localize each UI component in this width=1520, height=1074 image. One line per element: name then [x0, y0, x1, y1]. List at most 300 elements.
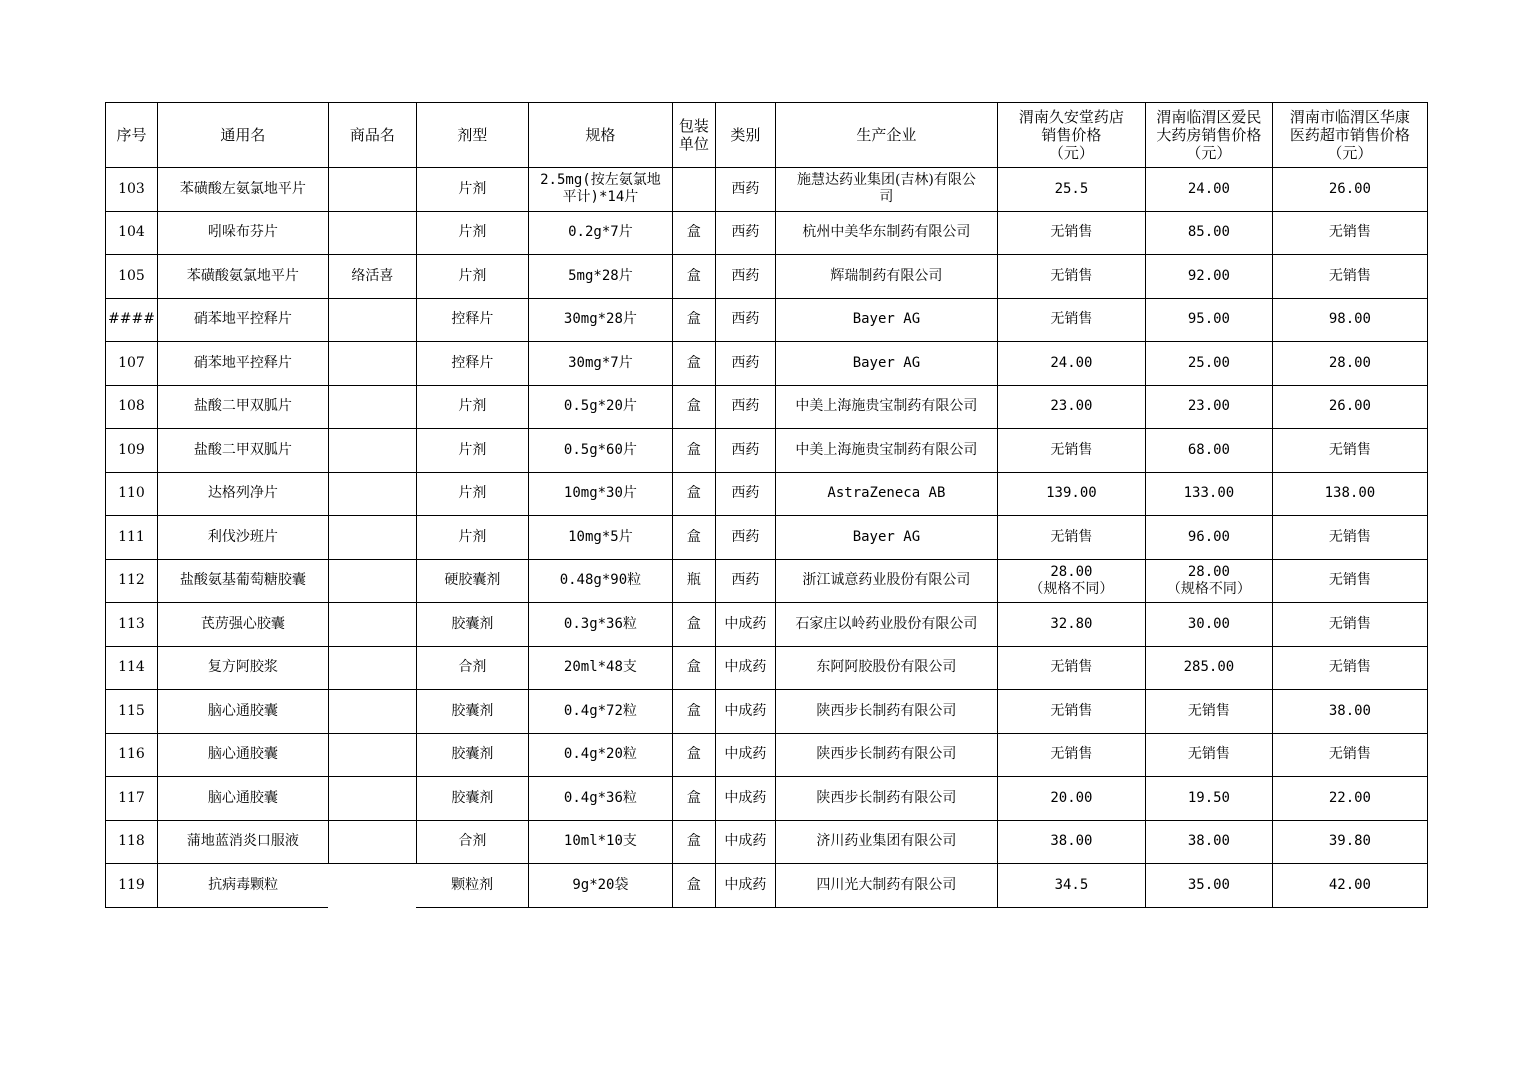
- price-store1-cell-line: 无销售: [1050, 528, 1093, 545]
- manufacturer-cell-line: 浙江诚意药业股份有限公司: [802, 572, 971, 589]
- price-store1-cell-line: 23.00: [1050, 398, 1093, 415]
- spec-cell: [528, 211, 672, 255]
- trade-name-cell: [328, 472, 416, 516]
- table-row: [106, 820, 1428, 864]
- dosage-form-cell: 胶囊剂: [416, 603, 528, 647]
- spec-cell-line: 10mg*30片: [563, 485, 637, 502]
- manufacturer-cell: [775, 342, 997, 386]
- trade-name-cell: [328, 385, 416, 429]
- generic-name-cell: 抗病毒颗粒: [157, 864, 328, 908]
- generic-name-cell: 苯磺酸氨氯地平片: [157, 255, 328, 299]
- price-store3-cell-line: 无销售: [1328, 572, 1371, 589]
- manufacturer-cell: [775, 864, 997, 908]
- package-unit-cell: 盒: [672, 255, 715, 299]
- spec-cell: [528, 516, 672, 560]
- price-store3-cell: [1272, 255, 1427, 299]
- spec-cell-line: 0.48g*90粒: [559, 572, 642, 589]
- price-store3-cell: [1272, 777, 1427, 821]
- seq-cell: 116: [106, 733, 158, 777]
- generic-name-cell: 吲哚布芬片: [157, 211, 328, 255]
- dosage-form-cell: 颗粒剂: [416, 864, 528, 908]
- price-store2-cell: [1145, 255, 1272, 299]
- package-unit-cell: 盒: [672, 472, 715, 516]
- price-store1-cell-line: 34.5: [1054, 876, 1089, 893]
- header-price-store3-line1: 渭南市临渭区华康: [1289, 108, 1410, 126]
- table-row: [106, 516, 1428, 560]
- dosage-form-cell: 控释片: [416, 298, 528, 342]
- package-unit-cell: 盒: [672, 385, 715, 429]
- seq-cell: 105: [106, 255, 158, 299]
- price-store1-cell: [997, 168, 1145, 212]
- header-price-store3: [1272, 103, 1427, 168]
- price-store2-cell: [1145, 646, 1272, 690]
- package-unit-cell: 盒: [672, 864, 715, 908]
- category-cell: 西药: [715, 472, 775, 516]
- price-store2-cell: [1145, 472, 1272, 516]
- price-store2-cell: [1145, 342, 1272, 386]
- seq-cell: 104: [106, 211, 158, 255]
- generic-name-cell: 脑心通胶囊: [157, 733, 328, 777]
- spec-cell-line: 0.5g*20片: [563, 398, 637, 415]
- category-cell: 西药: [715, 255, 775, 299]
- package-unit-cell: 盒: [672, 777, 715, 821]
- table-row: [106, 429, 1428, 473]
- category-cell: 中成药: [715, 646, 775, 690]
- manufacturer-cell: [775, 429, 997, 473]
- trade-name-cell: [328, 690, 416, 734]
- table-row: [106, 168, 1428, 212]
- generic-name-cell: 苯磺酸左氨氯地平片: [157, 168, 328, 212]
- spec-cell: [528, 255, 672, 299]
- header-spec: 规格: [528, 103, 672, 168]
- spec-cell-line: 0.5g*60片: [563, 441, 637, 458]
- package-unit-cell: 盒: [672, 298, 715, 342]
- package-unit-cell: 瓶: [672, 559, 715, 603]
- price-store1-cell-line: 无销售: [1050, 311, 1093, 328]
- price-store3-cell: [1272, 559, 1427, 603]
- spec-cell-line: 5mg*28片: [568, 267, 633, 284]
- dosage-form-cell: 胶囊剂: [416, 690, 528, 734]
- manufacturer-cell: [775, 690, 997, 734]
- category-cell: 西药: [715, 211, 775, 255]
- price-store2-cell-line: 85.00: [1187, 224, 1230, 241]
- generic-name-cell: 盐酸氨基葡萄糖胶囊: [157, 559, 328, 603]
- price-store3-cell: [1272, 733, 1427, 777]
- manufacturer-cell: [775, 516, 997, 560]
- price-store1-cell: [997, 864, 1145, 908]
- seq-cell: 103: [106, 168, 158, 212]
- category-cell: 西药: [715, 298, 775, 342]
- generic-name-cell: 利伐沙班片: [157, 516, 328, 560]
- spec-cell: [528, 733, 672, 777]
- price-store3-cell-line: 无销售: [1328, 746, 1371, 763]
- price-store1-cell-line: 无销售: [1050, 702, 1093, 719]
- price-store3-cell-line: 无销售: [1328, 267, 1371, 284]
- price-store1-cell: [997, 211, 1145, 255]
- dosage-form-cell: 片剂: [416, 516, 528, 560]
- price-store1-cell: [997, 559, 1145, 603]
- spec-cell: [528, 429, 672, 473]
- manufacturer-cell-line: 中美上海施贵宝制药有限公司: [795, 398, 978, 415]
- price-store2-cell: [1145, 385, 1272, 429]
- seq-cell: 111: [106, 516, 158, 560]
- price-store3-cell-line: 138.00: [1324, 485, 1376, 502]
- package-unit-cell: 盒: [672, 733, 715, 777]
- price-store3-cell-line: 无销售: [1328, 615, 1371, 632]
- spec-cell: [528, 646, 672, 690]
- table-row: [106, 255, 1428, 299]
- price-store2-cell-line: 无销售: [1187, 702, 1230, 719]
- category-cell: 中成药: [715, 603, 775, 647]
- category-cell: 西药: [715, 168, 775, 212]
- price-store1-cell-line: 139.00: [1046, 485, 1097, 502]
- price-store2-cell-line: 30.00: [1187, 615, 1230, 632]
- trade-name-cell: [328, 516, 416, 560]
- seq-cell: 108: [106, 385, 158, 429]
- table-row: [106, 298, 1428, 342]
- price-store3-cell-line: 26.00: [1328, 180, 1371, 197]
- price-store1-cell: [997, 820, 1145, 864]
- header-price-store3-line3: （元）: [1327, 144, 1373, 162]
- table-row: [106, 777, 1428, 821]
- price-store2-cell: [1145, 516, 1272, 560]
- price-store1-cell: [997, 733, 1145, 777]
- generic-name-cell: 脑心通胶囊: [157, 690, 328, 734]
- price-store2-cell: [1145, 559, 1272, 603]
- manufacturer-cell-line: 陕西步长制药有限公司: [816, 702, 957, 719]
- price-store3-cell: [1272, 298, 1427, 342]
- package-unit-cell: 盒: [672, 690, 715, 734]
- manufacturer-cell-line: 陕西步长制药有限公司: [816, 746, 957, 763]
- price-store3-cell: [1272, 603, 1427, 647]
- header-price-store2-line3: （元）: [1186, 144, 1232, 162]
- header-row: [106, 103, 1428, 168]
- manufacturer-cell-line: Bayer AG: [852, 311, 921, 328]
- header-package-unit: 包装单位: [672, 103, 715, 168]
- header-manufacturer: 生产企业: [775, 103, 997, 168]
- package-unit-cell: 盒: [672, 342, 715, 386]
- price-store2-cell-line: 24.00: [1187, 180, 1230, 197]
- header-trade-name: 商品名: [328, 103, 416, 168]
- spec-cell-line: 10mg*5片: [568, 528, 633, 545]
- spec-cell: [528, 603, 672, 647]
- trade-name-cell: [328, 168, 416, 212]
- spec-cell: [528, 342, 672, 386]
- manufacturer-cell: [775, 559, 997, 603]
- price-store2-cell-line: 68.00: [1187, 441, 1230, 458]
- trade-name-cell: 络活喜: [328, 255, 416, 299]
- price-store2-cell-line: 92.00: [1187, 267, 1230, 284]
- price-store1-cell-line: 20.00: [1050, 789, 1093, 806]
- table-row: [106, 864, 1428, 908]
- price-store3-cell-line: 42.00: [1328, 876, 1371, 893]
- manufacturer-cell-line: 济川药业集团有限公司: [816, 833, 957, 850]
- manufacturer-cell: [775, 733, 997, 777]
- seq-cell: 109: [106, 429, 158, 473]
- category-cell: 西药: [715, 429, 775, 473]
- manufacturer-cell: [775, 777, 997, 821]
- price-store2-cell: [1145, 298, 1272, 342]
- spec-cell: [528, 820, 672, 864]
- category-cell: 中成药: [715, 733, 775, 777]
- price-store2-cell-line: 无销售: [1187, 746, 1230, 763]
- generic-name-cell: 硝苯地平控释片: [157, 298, 328, 342]
- price-store3-cell: [1272, 211, 1427, 255]
- price-store3-cell-line: 38.00: [1328, 702, 1371, 719]
- manufacturer-cell: [775, 298, 997, 342]
- generic-name-cell: 脑心通胶囊: [157, 777, 328, 821]
- price-store1-cell: [997, 342, 1145, 386]
- price-store3-cell: [1272, 472, 1427, 516]
- price-store2-cell: [1145, 429, 1272, 473]
- price-store2-cell-line: 25.00: [1187, 354, 1230, 371]
- price-store3-cell-line: 98.00: [1328, 311, 1371, 328]
- dosage-form-cell: 胶囊剂: [416, 733, 528, 777]
- price-store3-cell: [1272, 516, 1427, 560]
- seq-cell: 118: [106, 820, 158, 864]
- category-cell: 西药: [715, 385, 775, 429]
- spec-cell-line: 9g*20袋: [572, 876, 629, 893]
- table-row: [106, 733, 1428, 777]
- generic-name-cell: 盐酸二甲双胍片: [157, 429, 328, 473]
- table-row: [106, 342, 1428, 386]
- manufacturer-cell-line: AstraZeneca AB: [827, 485, 946, 502]
- spec-cell-line: 30mg*28片: [563, 311, 637, 328]
- manufacturer-cell: [775, 603, 997, 647]
- price-store2-cell: [1145, 777, 1272, 821]
- table-row: [106, 690, 1428, 734]
- price-store2-cell-line: 38.00: [1187, 833, 1230, 850]
- package-unit-cell: 盒: [672, 646, 715, 690]
- category-cell: 中成药: [715, 777, 775, 821]
- spec-cell: [528, 864, 672, 908]
- spec-cell: [528, 298, 672, 342]
- manufacturer-cell-line: 石家庄以岭药业股份有限公司: [795, 615, 978, 632]
- spec-cell: [528, 559, 672, 603]
- seq-cell: 115: [106, 690, 158, 734]
- seq-cell: 117: [106, 777, 158, 821]
- price-store2-cell-line: 35.00: [1187, 876, 1230, 893]
- price-store2-cell: [1145, 690, 1272, 734]
- price-store1-cell: [997, 646, 1145, 690]
- price-store3-cell-line: 26.00: [1328, 398, 1371, 415]
- price-store1-cell: [997, 429, 1145, 473]
- manufacturer-cell: [775, 472, 997, 516]
- price-store1-cell-line: 25.5: [1054, 180, 1089, 197]
- spec-cell-line: 0.3g*36粒: [563, 615, 637, 632]
- price-store3-cell: [1272, 342, 1427, 386]
- price-store3-cell: [1272, 168, 1427, 212]
- generic-name-cell: 达格列净片: [157, 472, 328, 516]
- price-store3-cell-line: 无销售: [1328, 659, 1371, 676]
- price-store2-cell-line: 95.00: [1187, 311, 1230, 328]
- trade-name-cell: [328, 777, 416, 821]
- header-price-store3-line2: 医药超市销售价格: [1289, 126, 1410, 144]
- dosage-form-cell: 控释片: [416, 342, 528, 386]
- manufacturer-cell-line: Bayer AG: [852, 354, 921, 371]
- package-unit-cell: 盒: [672, 603, 715, 647]
- manufacturer-cell-line: 陕西步长制药有限公司: [816, 789, 957, 806]
- price-store1-cell: [997, 777, 1145, 821]
- price-store3-cell: [1272, 864, 1427, 908]
- table-row: [106, 385, 1428, 429]
- dosage-form-cell: 合剂: [416, 820, 528, 864]
- table-row: [106, 472, 1428, 516]
- price-store3-cell-line: 22.00: [1328, 789, 1371, 806]
- package-unit-cell: 盒: [672, 820, 715, 864]
- price-store1-cell-line: 32.80: [1050, 615, 1093, 632]
- table-row: [106, 211, 1428, 255]
- header-price-store1: [997, 103, 1145, 168]
- price-store1-cell: [997, 516, 1145, 560]
- price-store2-cell-line: （规格不同）: [1166, 580, 1251, 597]
- manufacturer-cell-line: 东阿阿胶股份有限公司: [816, 659, 957, 676]
- spec-cell-line: 0.4g*72粒: [563, 702, 637, 719]
- price-store1-cell-line: 无销售: [1050, 746, 1093, 763]
- seq-cell: 114: [106, 646, 158, 690]
- manufacturer-cell-line: 杭州中美华东制药有限公司: [802, 224, 971, 241]
- price-store1-cell: [997, 385, 1145, 429]
- trade-name-cell: [328, 429, 416, 473]
- price-store3-cell-line: 39.80: [1328, 833, 1371, 850]
- generic-name-cell: 盐酸二甲双胍片: [157, 385, 328, 429]
- price-store1-cell-line: 无销售: [1050, 224, 1093, 241]
- manufacturer-cell: [775, 646, 997, 690]
- category-cell: 中成药: [715, 864, 775, 908]
- generic-name-cell: 硝苯地平控释片: [157, 342, 328, 386]
- spec-cell-line: 30mg*7片: [568, 354, 633, 371]
- generic-name-cell: 复方阿胶浆: [157, 646, 328, 690]
- price-store2-cell-line: 96.00: [1187, 528, 1230, 545]
- header-price-store2-line1: 渭南临渭区爱民: [1156, 108, 1262, 126]
- manufacturer-cell: [775, 385, 997, 429]
- seq-cell: 110: [106, 472, 158, 516]
- spec-cell-line: 0.4g*36粒: [563, 789, 637, 806]
- package-unit-cell: 盒: [672, 429, 715, 473]
- seq-cell: 119: [106, 864, 158, 908]
- header-price-store1-line1: 渭南久安堂药店: [1018, 108, 1124, 126]
- price-store3-cell: [1272, 690, 1427, 734]
- header-price-store1-line3: （元）: [1048, 144, 1094, 162]
- manufacturer-cell: [775, 255, 997, 299]
- price-store3-cell-line: 无销售: [1328, 441, 1371, 458]
- seq-cell: ####: [106, 298, 158, 342]
- table-row: [106, 559, 1428, 603]
- price-store2-cell-line: 285.00: [1183, 659, 1235, 676]
- trade-name-cell: [328, 646, 416, 690]
- trade-name-cell: [328, 211, 416, 255]
- header-price-store2-line2: 大药房销售价格: [1156, 126, 1262, 144]
- price-store2-cell-line: 133.00: [1183, 485, 1235, 502]
- trade-name-cell: [328, 559, 416, 603]
- seq-cell: 112: [106, 559, 158, 603]
- price-store3-cell: [1272, 820, 1427, 864]
- price-store3-cell-line: 无销售: [1328, 528, 1371, 545]
- price-store3-cell: [1272, 646, 1427, 690]
- price-store1-cell-line: 24.00: [1050, 354, 1093, 371]
- price-store2-cell: [1145, 864, 1272, 908]
- price-store2-cell-line: 28.00: [1187, 563, 1230, 580]
- spec-cell-line: 0.2g*7片: [568, 224, 633, 241]
- spec-cell-line: 0.4g*20粒: [563, 746, 637, 763]
- header-category: 类别: [715, 103, 775, 168]
- spec-cell: [528, 777, 672, 821]
- trade-name-cell: [328, 864, 416, 908]
- manufacturer-cell: [775, 168, 997, 212]
- table-row: [106, 646, 1428, 690]
- package-unit-cell: 盒: [672, 211, 715, 255]
- price-store3-cell-line: 无销售: [1328, 224, 1371, 241]
- price-store1-cell: [997, 255, 1145, 299]
- category-cell: 西药: [715, 342, 775, 386]
- price-store1-cell-line: 38.00: [1050, 833, 1093, 850]
- price-table: [105, 102, 1428, 908]
- seq-cell: 113: [106, 603, 158, 647]
- price-store1-cell: [997, 690, 1145, 734]
- spec-cell-line: 平计)*14片: [562, 189, 639, 206]
- spec-cell: [528, 472, 672, 516]
- seq-cell: 107: [106, 342, 158, 386]
- manufacturer-cell-line: Bayer AG: [852, 528, 921, 545]
- price-store2-cell-line: 23.00: [1187, 398, 1230, 415]
- price-store2-cell: [1145, 211, 1272, 255]
- price-store1-cell-line: （规格不同）: [1029, 580, 1114, 597]
- trade-name-cell: [328, 603, 416, 647]
- trade-name-cell: [328, 342, 416, 386]
- spec-cell: [528, 168, 672, 212]
- price-store1-cell-line: 28.00: [1050, 563, 1093, 580]
- price-store2-cell: [1145, 603, 1272, 647]
- price-store3-cell: [1272, 429, 1427, 473]
- package-unit-cell: [672, 168, 715, 212]
- category-cell: 西药: [715, 516, 775, 560]
- package-unit-cell: 盒: [672, 516, 715, 560]
- price-store1-cell: [997, 603, 1145, 647]
- dosage-form-cell: 胶囊剂: [416, 777, 528, 821]
- manufacturer-cell-line: 中美上海施贵宝制药有限公司: [795, 441, 978, 458]
- header-seq: 序号: [106, 103, 158, 168]
- category-cell: 中成药: [715, 820, 775, 864]
- table-row: [106, 603, 1428, 647]
- price-store2-cell: [1145, 733, 1272, 777]
- header-generic-name: 通用名: [157, 103, 328, 168]
- category-cell: 西药: [715, 559, 775, 603]
- header-price-store1-line2: 销售价格: [1041, 126, 1102, 144]
- manufacturer-cell-line: 辉瑞制药有限公司: [830, 267, 943, 284]
- price-store2-cell: [1145, 820, 1272, 864]
- price-store3-cell: [1272, 385, 1427, 429]
- manufacturer-cell: [775, 211, 997, 255]
- header-dosage-form: 剂型: [416, 103, 528, 168]
- generic-name-cell: 芪苈强心胶囊: [157, 603, 328, 647]
- dosage-form-cell: 合剂: [416, 646, 528, 690]
- dosage-form-cell: 片剂: [416, 472, 528, 516]
- price-store1-cell: [997, 472, 1145, 516]
- manufacturer-cell-line: 四川光大制药有限公司: [816, 876, 957, 893]
- spec-cell: [528, 385, 672, 429]
- price-store2-cell-line: 19.50: [1187, 789, 1230, 806]
- dosage-form-cell: 片剂: [416, 168, 528, 212]
- dosage-form-cell: 片剂: [416, 429, 528, 473]
- trade-name-cell: [328, 298, 416, 342]
- manufacturer-cell-line: 司: [879, 189, 894, 206]
- spec-cell-line: 2.5mg(按左氨氯地: [540, 172, 661, 189]
- trade-name-cell: [328, 733, 416, 777]
- header-price-store2: [1145, 103, 1272, 168]
- price-store1-cell-line: 无销售: [1050, 441, 1093, 458]
- manufacturer-cell-line: 施慧达药业集团(吉林)有限公: [796, 172, 976, 189]
- spec-cell: [528, 690, 672, 734]
